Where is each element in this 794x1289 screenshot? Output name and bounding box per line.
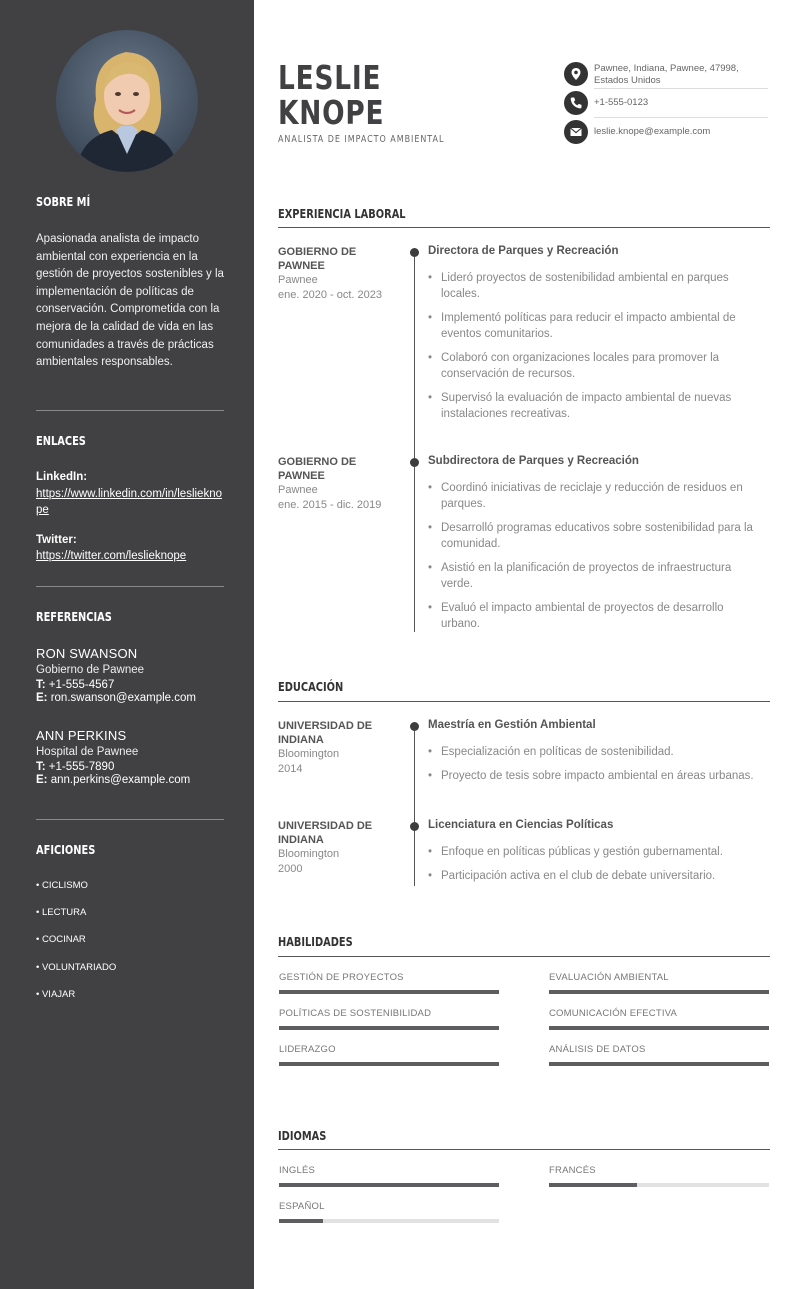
hobbies-list [36, 879, 224, 1015]
bullet-item: • Especialización en políticas de sostenibilidad. [428, 744, 763, 760]
reference-email [36, 692, 224, 704]
language-bar [549, 1183, 769, 1187]
bullet-item: • Desarrolló programas educativos sobre sostenibilidad para la comunidad. [428, 520, 763, 552]
bullet-item: • Enfoque en políticas públicas y gestión gubernamental. [428, 844, 763, 860]
reference-item [36, 646, 224, 704]
timeline-dot [410, 458, 419, 467]
skill-bar [549, 990, 769, 994]
org-name: UNIVERSIDAD DE INDIANA [278, 720, 373, 746]
twitter-link[interactable]: https://twitter.com/leslieknope [36, 550, 187, 562]
entry-dates: 2014 [278, 762, 303, 775]
email-label: E: [36, 774, 48, 786]
org-location: Pawnee [278, 484, 318, 496]
hobby-item: • LECTURA [36, 907, 87, 919]
hobbies-section [36, 843, 224, 857]
skill-label: LIDERAZGO [279, 1044, 336, 1055]
section-divider [278, 227, 770, 228]
language-label: ESPAÑOL [279, 1201, 325, 1212]
languages-heading: IDIOMAS [278, 1129, 327, 1143]
skill-item [549, 1008, 769, 1019]
org-location: Bloomington [278, 848, 340, 860]
entry-bullets [428, 744, 763, 792]
first-name: LESLIE [278, 58, 382, 97]
skill-bar-fill [279, 990, 499, 994]
profile-photo [56, 30, 198, 172]
reference-org: Gobierno de Pawnee [36, 664, 145, 676]
skill-bar-fill [279, 1026, 499, 1030]
reference-name: RON SWANSON [36, 646, 138, 661]
entry-organization [278, 819, 388, 876]
entry-role: Licenciatura en Ciencias Políticas [428, 819, 614, 831]
skill-item [279, 1044, 499, 1055]
bullet-item: • Implementó políticas para reducir el impacto ambiental de eventos comunitarios. [428, 310, 763, 342]
section-divider [278, 701, 770, 702]
link-linkedin [36, 471, 224, 518]
hobbies-heading: AFICIONES [36, 843, 96, 857]
entry-bullets [428, 844, 763, 892]
skill-item [279, 972, 499, 983]
profile-photo-illustration [56, 30, 198, 172]
language-bar [279, 1219, 499, 1223]
timeline-line [414, 726, 415, 886]
language-bar-fill [279, 1183, 499, 1187]
bullet-item: • Colaboró con organizaciones locales para promover la conservación de recursos. [428, 350, 763, 382]
skill-label: COMUNICACIÓN EFECTIVA [549, 1008, 678, 1019]
phone-text: +1-555-0123 [594, 97, 649, 108]
reference-email [36, 774, 224, 786]
entry-role: Maestría en Gestión Ambiental [428, 719, 596, 731]
link-label: LinkedIn: [36, 471, 88, 483]
skill-bar [549, 1026, 769, 1030]
education-heading: EDUCACIÓN [278, 680, 344, 694]
entry-dates: 2000 [278, 862, 303, 875]
timeline-dot [410, 822, 419, 831]
about-section [36, 195, 224, 209]
bullet-item: • Coordinó iniciativas de reciclaje y reducción de residuos en parques. [428, 480, 763, 512]
references-heading: REFERENCIAS [36, 610, 112, 624]
reference-org: Hospital de Pawnee [36, 746, 139, 758]
link-twitter [36, 534, 224, 564]
sidebar-divider [36, 819, 224, 820]
hobby-item: • VOLUNTARIADO [36, 961, 117, 973]
links-section [36, 434, 224, 448]
location-pin-icon [564, 62, 588, 86]
language-item [279, 1165, 499, 1176]
references-section [36, 610, 224, 624]
entry-dates: ene. 2020 - oct. 2023 [278, 288, 382, 301]
skill-bar-fill [549, 1062, 769, 1066]
skill-bar-fill [549, 1026, 769, 1030]
about-text: Apasionada analista de impacto ambiental con experiencia en la gestión de proyectos sostenibles y la implementación de políticas de conservación. Comprometida con la mejora de la calidad de vida en las comunidades a través de prácticas ambientales responsables. [36, 233, 224, 369]
phone-value: +1-555-7890 [48, 761, 115, 773]
links-heading: ENLACES [36, 434, 86, 448]
bullet-item: • Proyecto de tesis sobre impacto ambiental en áreas urbanas. [428, 768, 763, 784]
job-title: ANALISTA DE IMPACTO AMBIENTAL [278, 134, 445, 145]
phone-label: T: [36, 679, 46, 691]
skill-bar [279, 1026, 499, 1030]
org-location: Pawnee [278, 274, 318, 286]
entry-organization [278, 245, 388, 302]
language-label: INGLÉS [279, 1165, 316, 1176]
sidebar-divider [36, 410, 224, 411]
email-value: ron.swanson@example.com [50, 692, 196, 704]
skill-bar [279, 1062, 499, 1066]
org-name: UNIVERSIDAD DE INDIANA [278, 820, 373, 846]
section-divider [278, 1149, 770, 1150]
language-bar-fill [279, 1219, 323, 1223]
envelope-icon [564, 120, 588, 144]
reference-name: ANN PERKINS [36, 728, 127, 743]
about-heading: SOBRE MÍ [36, 195, 91, 209]
hobby-item: • COCINAR [36, 934, 86, 946]
entry-organization [278, 719, 388, 776]
entry-organization [278, 455, 388, 512]
language-item [279, 1201, 499, 1212]
entry-bullets [428, 480, 763, 640]
email-value: ann.perkins@example.com [50, 774, 191, 786]
timeline-dot [410, 722, 419, 731]
skill-item [549, 972, 769, 983]
reference-item [36, 728, 224, 786]
org-name: GOBIERNO DE PAWNEE [278, 456, 357, 482]
email-text[interactable]: leslie.knope@example.com [594, 126, 711, 137]
org-name: GOBIERNO DE PAWNEE [278, 246, 357, 272]
skill-label: POLÍTICAS DE SOSTENIBILIDAD [279, 1008, 432, 1019]
entry-role: Directora de Parques y Recreación [428, 245, 619, 257]
address-text: Pawnee, Indiana, Pawnee, 47998, Estados Unidos [594, 63, 739, 86]
phone-icon [564, 91, 588, 115]
reference-phone [36, 761, 224, 773]
hobby-item: • CICLISMO [36, 880, 88, 891]
bullet-item: • Participación activa en el club de debate universitario. [428, 868, 763, 884]
skill-item [279, 1008, 499, 1019]
entry-dates: ene. 2015 - dic. 2019 [278, 498, 382, 511]
skill-label: GESTIÓN DE PROYECTOS [279, 972, 404, 983]
phone-value: +1-555-4567 [48, 679, 115, 691]
org-location: Bloomington [278, 748, 340, 760]
reference-phone [36, 679, 224, 691]
language-bar [279, 1183, 499, 1187]
bullet-item: • Evaluó el impacto ambiental de proyectos de desarrollo urbano. [428, 600, 763, 632]
skill-bar-fill [279, 1062, 499, 1066]
skill-item [549, 1044, 769, 1055]
bullet-item: • Asistió en la planificación de proyectos de infraestructura verde. [428, 560, 763, 592]
section-divider [278, 956, 770, 957]
contact-divider [594, 88, 768, 89]
skill-label: ANÁLISIS DE DATOS [549, 1044, 646, 1055]
last-name: KNOPE [278, 93, 385, 132]
phone-label: T: [36, 761, 46, 773]
sidebar-divider [36, 586, 224, 587]
linkedin-link[interactable]: https://www.linkedin.com/in/leslieknope [36, 488, 222, 516]
timeline-dot [410, 248, 419, 257]
link-label: Twitter: [36, 534, 77, 546]
entry-bullets [428, 270, 763, 430]
bullet-item: • Supervisó la evaluación de impacto ambiental de nuevas instalaciones recreativas. [428, 390, 763, 422]
hobby-item: • VIAJAR [36, 988, 76, 1000]
experience-heading: EXPERIENCIA LABORAL [278, 207, 406, 221]
timeline-line [414, 252, 415, 632]
entry-role: Subdirectora de Parques y Recreación [428, 455, 639, 467]
language-bar-fill [549, 1183, 637, 1187]
contact-divider [594, 117, 768, 118]
skill-bar [279, 990, 499, 994]
candidate-name [278, 60, 384, 130]
skill-bar [549, 1062, 769, 1066]
language-item [549, 1165, 769, 1176]
skills-heading: HABILIDADES [278, 935, 353, 949]
language-label: FRANCÉS [549, 1165, 596, 1176]
email-label: E: [36, 692, 48, 704]
sidebar [0, 0, 254, 1289]
skill-label: EVALUACIÓN AMBIENTAL [549, 972, 669, 983]
bullet-item: • Lideró proyectos de sostenibilidad ambiental en parques locales. [428, 270, 763, 302]
skill-bar-fill [549, 990, 769, 994]
